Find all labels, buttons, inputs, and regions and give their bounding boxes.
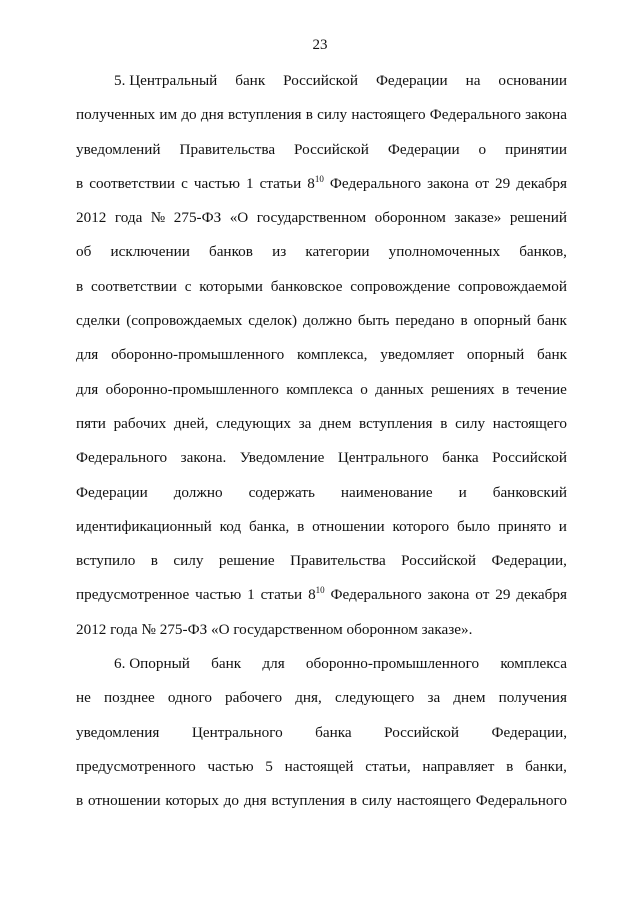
word: настоящего: [351, 106, 426, 124]
word: Федерации,: [491, 723, 567, 741]
word: комплекса: [500, 655, 567, 673]
word: позднее: [103, 689, 155, 707]
word: и: [558, 517, 567, 535]
word: 29: [495, 586, 511, 604]
word: об: [76, 243, 92, 261]
word: комплекса: [286, 380, 353, 398]
word: вступления: [227, 106, 302, 124]
word: следующих: [216, 414, 292, 432]
word: банк: [211, 655, 242, 673]
word: банки,: [525, 757, 567, 775]
word: сопровождаемой: [458, 277, 567, 295]
word: банка: [315, 723, 352, 741]
word: Федерального: [329, 174, 422, 192]
word: закона: [525, 106, 567, 124]
text-line: [76, 723, 567, 757]
word: Федерации,: [491, 552, 567, 570]
word: банк: [235, 72, 266, 89]
page-number: 23: [312, 37, 328, 53]
word: в: [297, 517, 305, 535]
word: категории: [305, 243, 370, 261]
word: должно: [173, 483, 223, 501]
text-line: [76, 71, 567, 105]
word: соответствии: [89, 174, 176, 192]
word: Центрального: [191, 723, 283, 741]
word: силу: [317, 106, 348, 124]
word: в: [150, 552, 158, 570]
word: 6. Опорный: [114, 655, 190, 673]
word: принято: [497, 517, 551, 535]
word: в: [440, 414, 448, 432]
word: за: [427, 689, 441, 707]
word: Правительства: [179, 140, 276, 158]
text-line: [76, 140, 567, 174]
text-line: [76, 483, 567, 517]
word: полученных: [76, 106, 156, 124]
word: в: [349, 792, 358, 810]
word: 1: [245, 174, 254, 192]
word: силу: [455, 414, 486, 432]
word: было: [456, 517, 491, 535]
word: до: [181, 106, 197, 124]
word: вступления: [271, 792, 346, 810]
word: о: [360, 380, 368, 398]
word: рабочих: [113, 414, 167, 432]
word: дней,: [173, 414, 209, 432]
word: частью: [207, 757, 254, 775]
word: соответствии: [91, 277, 177, 295]
word: исключении: [110, 243, 190, 261]
text-line: [76, 414, 567, 448]
text-line: [76, 448, 567, 482]
word: которых: [165, 792, 219, 810]
word: государственном: [256, 209, 367, 227]
word: одного: [167, 689, 212, 707]
text-line: [76, 174, 567, 208]
word: сделок): [248, 312, 298, 330]
word: дня,: [295, 689, 322, 707]
word: решений: [509, 209, 567, 227]
word: Правительства: [290, 552, 386, 570]
word: вступило: [76, 552, 136, 570]
word: в: [76, 174, 84, 192]
word: статьи,: [365, 757, 411, 775]
text-line: [76, 757, 567, 791]
word: от: [474, 174, 489, 192]
word: наименование: [340, 483, 433, 501]
word: 1: [247, 586, 255, 604]
word: содержать: [248, 483, 315, 501]
word: сделки: [76, 312, 121, 330]
word: о: [478, 140, 487, 158]
word: банка,: [248, 517, 290, 535]
word: не: [76, 689, 91, 707]
text-line: [76, 620, 567, 654]
word: в: [502, 380, 510, 398]
word: декабря: [516, 586, 567, 604]
word: направляет: [422, 757, 495, 775]
word: закона: [427, 174, 469, 192]
word: решениях: [431, 380, 495, 398]
word: Российской: [384, 723, 459, 741]
word-with-superscript: [307, 174, 324, 208]
word: от: [475, 586, 490, 604]
word: 29: [495, 174, 511, 192]
word: на: [465, 72, 481, 89]
word: данных: [375, 380, 424, 398]
word: для: [76, 346, 99, 364]
word: 5: [265, 757, 273, 775]
word: Федерального: [429, 106, 521, 124]
word: в: [506, 757, 514, 775]
word: банков,: [519, 243, 567, 261]
word: Российской: [294, 140, 369, 158]
word: Российской: [401, 552, 476, 570]
word: передано: [395, 312, 455, 330]
word: года: [114, 209, 143, 227]
paragraph-6: [76, 654, 567, 825]
word: Федерального: [76, 449, 168, 467]
word: уполномоченных: [388, 243, 501, 261]
word: силу: [361, 792, 392, 810]
word: принятии: [505, 140, 567, 158]
document-body: [76, 71, 567, 826]
word: банковское: [270, 277, 343, 295]
superscript: 10: [315, 585, 325, 596]
word: в: [305, 106, 313, 124]
word: Федерации: [387, 140, 460, 158]
word-with-superscript: [308, 585, 325, 619]
word: отношении: [88, 792, 161, 810]
word: 8: [308, 586, 316, 604]
word: в: [460, 312, 468, 330]
word: 2012: [76, 209, 107, 227]
word: статьи: [259, 174, 302, 192]
word: комплекса,: [297, 346, 368, 364]
text-line: [76, 517, 567, 551]
word: оборонно-промышленного: [305, 655, 480, 673]
word: банка: [442, 449, 479, 467]
text-line: [76, 277, 567, 311]
word: 8: [307, 174, 315, 192]
word: опорный: [466, 346, 525, 364]
text-line: [76, 654, 567, 688]
word: днем: [319, 414, 352, 432]
word: настоящей: [284, 757, 354, 775]
word: предусмотренное: [76, 586, 190, 604]
word: сопровождение: [350, 277, 451, 295]
word: решение: [218, 552, 275, 570]
word: в: [76, 277, 84, 295]
word: оборонно-промышленного: [111, 346, 285, 364]
word: банк: [537, 346, 567, 364]
word: Федерации: [375, 72, 448, 89]
word: настоящего: [492, 414, 567, 432]
word: должно: [303, 312, 352, 330]
word: быть: [357, 312, 390, 330]
word: банк: [536, 312, 567, 330]
word: Федерации: [76, 483, 148, 501]
word: днем: [453, 689, 486, 707]
word: с: [184, 277, 192, 295]
word: Российской: [283, 72, 358, 89]
text-line: [76, 791, 567, 825]
word: банков: [208, 243, 253, 261]
word: Федерального: [475, 792, 567, 810]
word: закона: [427, 586, 470, 604]
word: опорный: [473, 312, 531, 330]
word: закона.: [180, 449, 227, 467]
word: (сопровождаемых: [126, 312, 243, 330]
text-line: [76, 311, 567, 345]
text-line: [76, 208, 567, 242]
word: для: [262, 655, 285, 673]
text-line: [76, 688, 567, 722]
word: заказе»: [454, 209, 502, 227]
word: банковский: [492, 483, 567, 501]
superscript: 10: [314, 173, 324, 184]
word: отношении: [312, 517, 385, 535]
word: им: [159, 106, 178, 124]
word: силу: [173, 552, 204, 570]
word: оборонном: [374, 209, 446, 227]
text-line: [76, 105, 567, 139]
text-line: [76, 551, 567, 585]
word: Федерального: [330, 586, 422, 604]
word: код: [219, 517, 242, 535]
word: и: [458, 483, 467, 501]
word: с: [181, 174, 188, 192]
word: получения: [498, 689, 567, 707]
word: настоящего: [396, 792, 471, 810]
word: пяти: [76, 414, 106, 432]
word: которыми: [199, 277, 263, 295]
word: Российской: [492, 449, 567, 467]
paragraph-5: [76, 71, 567, 654]
word: которого: [392, 517, 450, 535]
word: предусмотренного: [76, 757, 196, 775]
word: течение: [516, 380, 567, 398]
word: уведомлений: [76, 140, 161, 158]
word: в: [76, 792, 84, 810]
word: для: [76, 380, 99, 398]
word: до: [223, 792, 239, 810]
text-line: [76, 380, 567, 414]
word: основании: [498, 72, 567, 89]
text-line: [76, 242, 567, 276]
word: 2012 года № 275-ФЗ «О государственном оборонном заказе».: [76, 620, 473, 638]
word: 275-ФЗ: [173, 209, 222, 227]
word: 5. Центральный: [114, 72, 218, 89]
word: следующего: [334, 689, 415, 707]
word: Центрального: [337, 449, 429, 467]
word: частью: [195, 586, 242, 604]
word: №: [150, 209, 166, 227]
word: идентификационный: [76, 517, 212, 535]
word: Уведомление: [239, 449, 325, 467]
word: частью: [193, 174, 240, 192]
text-line: [76, 345, 567, 379]
word: уведомляет: [380, 346, 455, 364]
word: вступления: [359, 414, 433, 432]
word: из: [272, 243, 287, 261]
word: дня: [243, 792, 267, 810]
word: оборонно-промышленного: [105, 380, 279, 398]
word: декабря: [516, 174, 567, 192]
word: статьи: [260, 586, 303, 604]
word: за: [298, 414, 312, 432]
word: рабочего: [225, 689, 283, 707]
text-line: [76, 585, 567, 619]
word: дня: [200, 106, 224, 124]
word: уведомления: [76, 723, 160, 741]
word: «О: [229, 209, 249, 227]
